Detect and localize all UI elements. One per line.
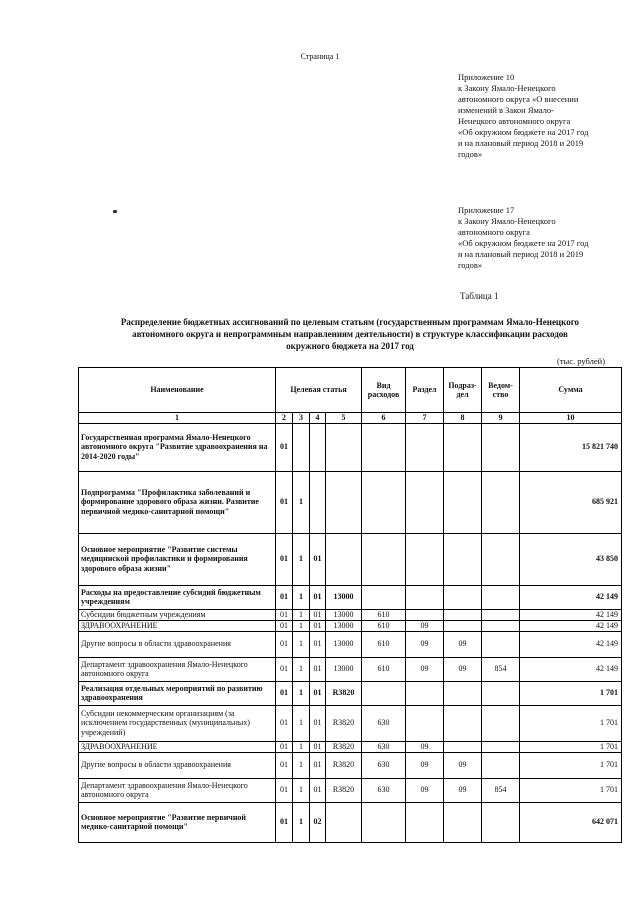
sum-cell: 42 149: [520, 585, 622, 609]
subsection-cell: [444, 741, 482, 752]
department-cell: [482, 471, 520, 533]
expense-type-cell: [362, 802, 406, 842]
subsection-cell: [444, 609, 482, 620]
department-cell: [482, 741, 520, 752]
department-cell: [482, 609, 520, 620]
row-name-cell: Основное мероприятие "Развитие системы медицинской профилактики и формирования здорового образа жизни": [79, 533, 276, 585]
sum-cell: 1 701: [520, 681, 622, 705]
column-index: 4: [310, 413, 326, 424]
header-subsection: Подраз- дел: [444, 368, 482, 413]
expense-type-cell: 610: [362, 657, 406, 681]
target-code-subprogram: 1: [293, 657, 310, 681]
target-code-direction: 13000: [326, 657, 362, 681]
title-line: Распределение бюджетных ассигнований по целевым статьям (государственным программам Ямало-Ненецкого: [120, 317, 580, 327]
department-cell: [482, 533, 520, 585]
target-code-direction: R3820: [326, 741, 362, 752]
row-name-cell: ЗДРАВООХРАНЕНИЕ: [79, 620, 276, 631]
target-code-program: 01: [276, 741, 293, 752]
target-code-direction: 13000: [326, 585, 362, 609]
table-row: [79, 471, 622, 533]
table-header-row: [79, 368, 622, 413]
target-code-activity: 01: [310, 778, 326, 802]
section-cell: 09: [406, 631, 444, 657]
department-cell: [482, 423, 520, 471]
target-code-subprogram: 1: [293, 752, 310, 778]
table-row: [79, 533, 622, 585]
section-cell: [406, 585, 444, 609]
header-sum: Сумма: [520, 368, 622, 413]
table-row: [79, 778, 622, 802]
row-name-cell: Подпрограмма "Профилактика заболеваний и формирование здорового образа жизни. Развитие первичной медико-санитарной помощи": [79, 471, 276, 533]
section-cell: 09: [406, 657, 444, 681]
table-row: [79, 752, 622, 778]
table-label: Таблица 1: [460, 291, 499, 301]
expense-type-cell: 610: [362, 631, 406, 657]
target-code-direction: [326, 533, 362, 585]
section-cell: 09: [406, 752, 444, 778]
target-code-activity: 01: [310, 631, 326, 657]
sum-cell: 1 701: [520, 741, 622, 752]
row-name-cell: Субсидии бюджетным учреждениям: [79, 609, 276, 620]
document-title: [80, 316, 620, 352]
row-name-cell: Другие вопросы в области здравоохранения: [79, 752, 276, 778]
sum-cell: 685 921: [520, 471, 622, 533]
expense-type-cell: 610: [362, 620, 406, 631]
subsection-cell: 09: [444, 778, 482, 802]
table-row: [79, 681, 622, 705]
row-name-cell: Расходы на предоставление субсидий бюджетным учреждениям: [79, 585, 276, 609]
target-code-activity: 01: [310, 681, 326, 705]
expense-type-cell: 630: [362, 752, 406, 778]
appendix-10-line: Приложение 10: [458, 72, 515, 82]
target-code-program: 01: [276, 778, 293, 802]
expense-type-cell: 630: [362, 741, 406, 752]
table-row: [79, 585, 622, 609]
target-code-direction: [326, 802, 362, 842]
table-row: [79, 741, 622, 752]
column-index-row: [79, 413, 622, 424]
subsection-cell: 09: [444, 752, 482, 778]
sum-cell: 1 701: [520, 778, 622, 802]
row-name-cell: Субсидии некоммерческим организациям (за исключением государственных (муниципальных) учреждений): [79, 705, 276, 741]
row-name-cell: Департамент здравоохранения Ямало-Ненецкого автономного округа: [79, 778, 276, 802]
section-cell: 09: [406, 778, 444, 802]
department-cell: [482, 585, 520, 609]
expense-type-cell: 630: [362, 705, 406, 741]
row-name-cell: ЗДРАВООХРАНЕНИЕ: [79, 741, 276, 752]
department-cell: [482, 631, 520, 657]
target-code-program: 01: [276, 609, 293, 620]
target-code-subprogram: 1: [293, 471, 310, 533]
header-name: Наименование: [79, 368, 276, 413]
section-cell: [406, 802, 444, 842]
expense-type-cell: [362, 533, 406, 585]
table-row: [79, 705, 622, 741]
target-code-program: 01: [276, 705, 293, 741]
target-code-program: 01: [276, 802, 293, 842]
target-code-activity: 01: [310, 585, 326, 609]
target-code-activity: 01: [310, 609, 326, 620]
column-index: 5: [326, 413, 362, 424]
subsection-cell: [444, 423, 482, 471]
appendix-10-line: автономного округа «О внесении: [458, 94, 579, 104]
row-name-cell: Государственная программа Ямало-Ненецкого автономного округа "Развитие здравоохранения на 2014-2020 годы": [79, 423, 276, 471]
target-code-program: 01: [276, 681, 293, 705]
target-code-subprogram: 1: [293, 681, 310, 705]
target-code-program: 01: [276, 585, 293, 609]
table-row: [79, 609, 622, 620]
sum-cell: 15 821 740: [520, 423, 622, 471]
target-code-program: 01: [276, 657, 293, 681]
row-name-cell: Департамент здравоохранения Ямало-Ненецкого автономного округа: [79, 657, 276, 681]
title-line: автономного округа и непрограммным направлениям деятельности) в структуре классификации расходов: [132, 329, 568, 339]
subsection-cell: [444, 705, 482, 741]
section-cell: [406, 705, 444, 741]
expense-type-cell: [362, 681, 406, 705]
appendix-17-line: годов»: [458, 260, 483, 270]
subsection-cell: [444, 802, 482, 842]
target-code-program: 01: [276, 620, 293, 631]
subsection-cell: [444, 620, 482, 631]
target-code-direction: 13000: [326, 620, 362, 631]
row-name-cell: Другие вопросы в области здравоохранения: [79, 631, 276, 657]
header-expense-type: Вид расходов: [362, 368, 406, 413]
sum-cell: 42 149: [520, 657, 622, 681]
appendix-17-block: [458, 205, 628, 271]
sum-cell: 43 850: [520, 533, 622, 585]
subsection-cell: 09: [444, 657, 482, 681]
section-cell: [406, 533, 444, 585]
appendix-17-line: к Закону Ямало-Ненецкого: [458, 216, 556, 226]
column-index: 1: [79, 413, 276, 424]
scan-speck: [113, 210, 117, 213]
appendix-17-line: автономного округа: [458, 227, 530, 237]
target-code-program: 01: [276, 752, 293, 778]
target-code-subprogram: 1: [293, 585, 310, 609]
target-code-program: 01: [276, 423, 293, 471]
target-code-direction: [326, 423, 362, 471]
target-code-program: 01: [276, 471, 293, 533]
target-code-subprogram: [293, 423, 310, 471]
row-name-cell: Реализация отдельных мероприятий по развитию здравоохранения: [79, 681, 276, 705]
target-code-program: 01: [276, 631, 293, 657]
appendix-10-line: «Об окружном бюджете на 2017 год: [458, 127, 589, 137]
target-code-subprogram: 1: [293, 778, 310, 802]
appendix-10-line: и на плановый период 2018 и 2019: [458, 138, 584, 148]
table-row: [79, 423, 622, 471]
table-row: [79, 657, 622, 681]
target-code-activity: 01: [310, 705, 326, 741]
page-number-label: Страница 1: [300, 52, 340, 61]
target-code-direction: R3820: [326, 778, 362, 802]
section-cell: [406, 609, 444, 620]
section-cell: [406, 681, 444, 705]
appendix-17-line: и на плановый период 2018 и 2019: [458, 249, 584, 259]
subsection-cell: 09: [444, 631, 482, 657]
target-code-activity: [310, 423, 326, 471]
department-cell: [482, 752, 520, 778]
column-index: 7: [406, 413, 444, 424]
table-row: [79, 802, 622, 842]
table-row: [79, 620, 622, 631]
title-line: окружного бюджета на 2017 год: [286, 341, 414, 351]
column-index: 6: [362, 413, 406, 424]
sum-cell: 1 701: [520, 752, 622, 778]
target-code-direction: R3820: [326, 681, 362, 705]
subsection-cell: [444, 585, 482, 609]
target-code-subprogram: 1: [293, 741, 310, 752]
target-code-activity: 01: [310, 657, 326, 681]
section-cell: [406, 471, 444, 533]
target-code-subprogram: 1: [293, 609, 310, 620]
appendix-10-line: изменений в Закон Ямало-: [458, 105, 554, 115]
department-cell: [482, 681, 520, 705]
target-code-subprogram: 1: [293, 533, 310, 585]
column-index: 10: [520, 413, 622, 424]
appendix-10-line: годов»: [458, 149, 483, 159]
subsection-cell: [444, 681, 482, 705]
header-section: Раздел: [406, 368, 444, 413]
target-code-direction: [326, 471, 362, 533]
department-cell: [482, 802, 520, 842]
expense-type-cell: [362, 471, 406, 533]
target-code-subprogram: 1: [293, 705, 310, 741]
expense-type-cell: [362, 585, 406, 609]
budget-table: [78, 367, 622, 843]
target-code-activity: 01: [310, 620, 326, 631]
header-department: Ведом- ство: [482, 368, 520, 413]
target-code-activity: 01: [310, 752, 326, 778]
column-index: 3: [293, 413, 310, 424]
section-cell: [406, 423, 444, 471]
department-cell: [482, 705, 520, 741]
appendix-17-line: Приложение 17: [458, 205, 515, 215]
target-code-subprogram: 1: [293, 631, 310, 657]
target-code-direction: R3820: [326, 705, 362, 741]
target-code-program: 01: [276, 533, 293, 585]
target-code-activity: 01: [310, 533, 326, 585]
department-cell: 854: [482, 657, 520, 681]
subsection-cell: [444, 533, 482, 585]
row-name-cell: Основное мероприятие "Развитие первичной медико-санитарной помощи": [79, 802, 276, 842]
column-index: 8: [444, 413, 482, 424]
target-code-subprogram: 1: [293, 620, 310, 631]
subsection-cell: [444, 471, 482, 533]
expense-type-cell: 610: [362, 609, 406, 620]
target-code-direction: 13000: [326, 609, 362, 620]
section-cell: 09: [406, 620, 444, 631]
units-label: (тыс. рублей): [557, 356, 606, 366]
appendix-10-line: Ненецкого автономного округа: [458, 116, 571, 126]
sum-cell: 42 149: [520, 609, 622, 620]
section-cell: 09: [406, 741, 444, 752]
header-target-article: Целевая статья: [276, 368, 362, 413]
appendix-10-line: к Закону Ямало-Ненецкого: [458, 83, 556, 93]
target-code-direction: 13000: [326, 631, 362, 657]
target-code-direction: R3820: [326, 752, 362, 778]
sum-cell: 42 149: [520, 620, 622, 631]
expense-type-cell: 630: [362, 778, 406, 802]
expense-type-cell: [362, 423, 406, 471]
target-code-activity: [310, 471, 326, 533]
department-cell: [482, 620, 520, 631]
column-index: 9: [482, 413, 520, 424]
target-code-activity: 02: [310, 802, 326, 842]
sum-cell: 1 701: [520, 705, 622, 741]
department-cell: 854: [482, 778, 520, 802]
table-body: [79, 423, 622, 842]
appendix-10-block: [458, 72, 628, 160]
appendix-17-line: «Об окружном бюджете на 2017 год: [458, 238, 589, 248]
target-code-subprogram: 1: [293, 802, 310, 842]
table-row: [79, 631, 622, 657]
target-code-activity: 01: [310, 741, 326, 752]
column-index: 2: [276, 413, 293, 424]
sum-cell: 42 149: [520, 631, 622, 657]
sum-cell: 642 071: [520, 802, 622, 842]
